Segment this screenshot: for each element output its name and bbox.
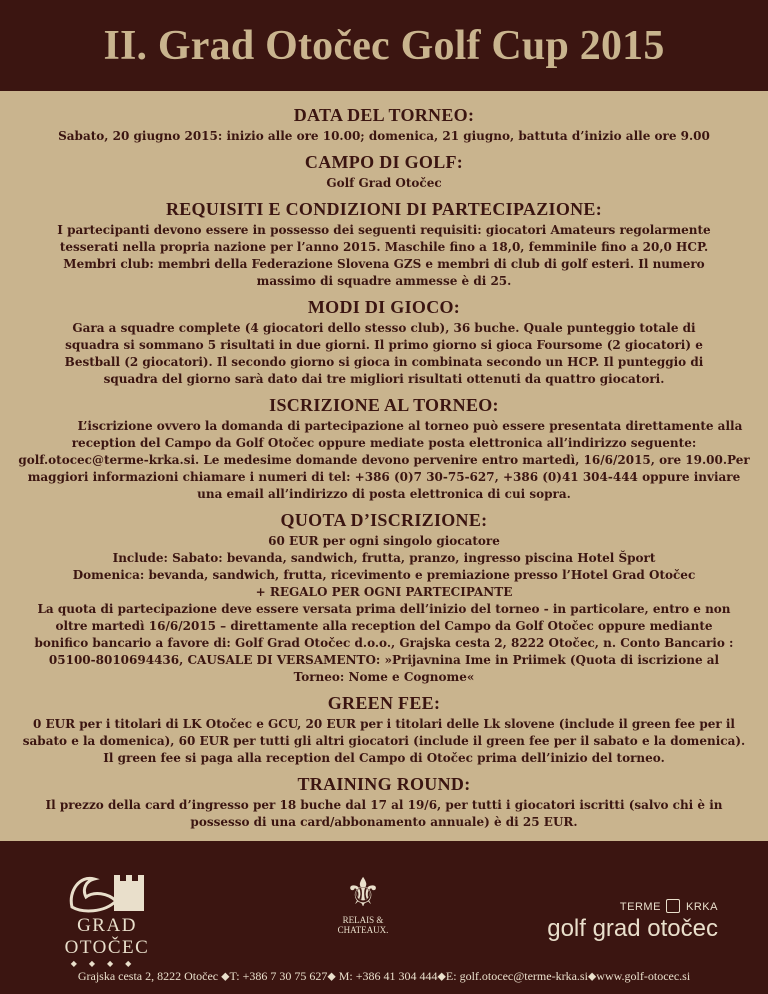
- section-text: Il prezzo della card d’ingresso per 18 buche dal 17 al 19/6, per tutti i giocatori iscritti (salvo chi è in possesso di una card/abbonamento annuale) è di 25 EUR.: [45, 798, 723, 829]
- section-campo: [18, 152, 750, 192]
- relais-chateaux-logo: [330, 871, 396, 935]
- section-requisiti: [18, 199, 750, 290]
- diamond-dots-icon: ◆◆◆◆: [70, 959, 144, 968]
- footer: [0, 841, 768, 994]
- section-text: + REGALO PER OGNI PARTECIPANTE: [255, 585, 513, 599]
- section-heading: QUOTA D’ISCRIZIONE:: [280, 510, 488, 530]
- section-text: Gara a squadre complete (4 giocatori dello stesso club), 36 buche. Quale punteggio totale di squadra si sommano 5 risultati in due giorni. Il primo giorno si gioca Foursome (2 giocatori) e Bestball (2 giocatori). Il secondo giorno si gioca in combinata secondo un HCP. Il punteggio di squadra del giorno sarà dato dai tre migliori risultati ottenuti da quattro giocatori.: [64, 321, 704, 386]
- page-title: II. Grad Otočec Golf Cup 2015: [103, 22, 665, 69]
- terme-krka-mark: [547, 899, 718, 913]
- section-heading: TRAINING ROUND:: [297, 774, 471, 794]
- terme-krka-logo: [547, 899, 718, 943]
- header-bar: [0, 0, 768, 91]
- section-heading: GREEN FEE:: [327, 693, 441, 713]
- section-text: La quota di partecipazione deve essere versata prima dell’inizio del torneo - in particolare, entro e non oltre martedì 16/6/2015 – direttamente alla reception del Campo da Golf Otočec oppure mediante bonifico bancario a favore di: Golf Grad Otočec d.o.o., Grajska cesta 2, 8222 Otočec, n. Conto Bancario : 05100-8010694436, CAUSALE DI VERSAMENTO: »Prijavnina Ime in Priimek (Quota di iscrizione al Torneo: Nome e Cognome«: [34, 602, 734, 684]
- section-text: L’iscrizione ovvero la domanda di partecipazione al torneo può essere presentata direttamente alla reception del Campo da Golf Otočec oppure mediate posta elettronica all’indirizzo seguente: golf.otocec@terme-krka.si. Le medesime domande devono pervenire entro martedì, 16/6/2015, ore 19.00.Per maggiori informazioni chiamare i numeri di tel: +386 (0)7 30-75-627, +386 (0)41 304-444 oppure inviare una email all’indirizzo di posta elettronica di cui sopra.: [18, 419, 750, 501]
- krka-text: KRKA: [686, 901, 718, 913]
- chateaux-text: CHATEAUX.: [337, 925, 389, 935]
- fleur-de-lis-icon: ⚜: [345, 870, 381, 916]
- section-text: Domenica: bevanda, sandwich, frutta, ricevimento e premiazione presso l’Hotel Grad Otočec: [72, 568, 696, 582]
- contact-line: Grajska cesta 2, 8222 Otočec ⬥T: +386 7 30 75 627⬥ M: +386 41 304 444⬥E: golf.otocec@terme-krka.si⬥www.golf-otocec.si: [77, 969, 691, 983]
- section-heading: ISCRIZIONE AL TORNEO:: [269, 395, 499, 415]
- grad-otocec-wordmark: GRAD OTOČEC: [64, 915, 150, 958]
- section-text: Golf Grad Otočec: [326, 176, 442, 190]
- section-green-fee: [18, 693, 750, 767]
- main-content: [0, 91, 768, 841]
- swan-castle-icon: [64, 869, 150, 913]
- section-text: Sabato, 20 giugno 2015: inizio alle ore 10.00; domenica, 21 giugno, battuta d’inizio alle ore 9.00: [58, 129, 710, 143]
- krka-k-icon: [666, 899, 680, 913]
- grad-otocec-logo: [42, 869, 172, 968]
- section-text: Include: Sabato: bevanda, sandwich, frutta, pranzo, ingresso piscina Hotel Šport: [112, 551, 656, 565]
- section-heading: CAMPO DI GOLF:: [304, 152, 464, 172]
- section-text: 0 EUR per i titolari di LK Otočec e GCU, 20 EUR per i titolari delle Lk slovene (include il green fee per il sabato e la domenica), 60 EUR per tutti gli altri giocatori (include il green fee per il sabato e la domenica). Il green fee si paga alla reception del Campo di Otočec prima dell’inizio del torneo.: [22, 717, 746, 765]
- section-training: [18, 774, 750, 831]
- section-text: 60 EUR per ogni singolo giocatore: [268, 534, 500, 548]
- section-heading: REQUISITI E CONDIZIONI DI PARTECIPAZIONE:: [165, 199, 603, 219]
- section-data-torneo: [18, 105, 750, 145]
- section-text: I partecipanti devono essere in possesso dei seguenti requisiti: giocatori Amateurs regolarmente tesserati nella propria nazione per l’anno 2015. Maschile fino a 18,0, femminile fino a 20,0 HCP. Membri club: membri della Federazione Slovena GZS e membri di club di golf esteri. Il numero massimo di squadre ammesse è di 25.: [57, 223, 711, 288]
- golf-grad-otocec-wordmark: golf grad otočec: [547, 915, 718, 942]
- relais-text: RELAIS &: [342, 915, 384, 925]
- section-quota: [18, 510, 750, 686]
- section-heading: MODI DI GIOCO:: [307, 297, 461, 317]
- section-heading: DATA DEL TORNEO:: [293, 105, 475, 125]
- section-modi: [18, 297, 750, 388]
- section-iscrizione: [18, 395, 750, 503]
- terme-text: TERME: [619, 901, 661, 913]
